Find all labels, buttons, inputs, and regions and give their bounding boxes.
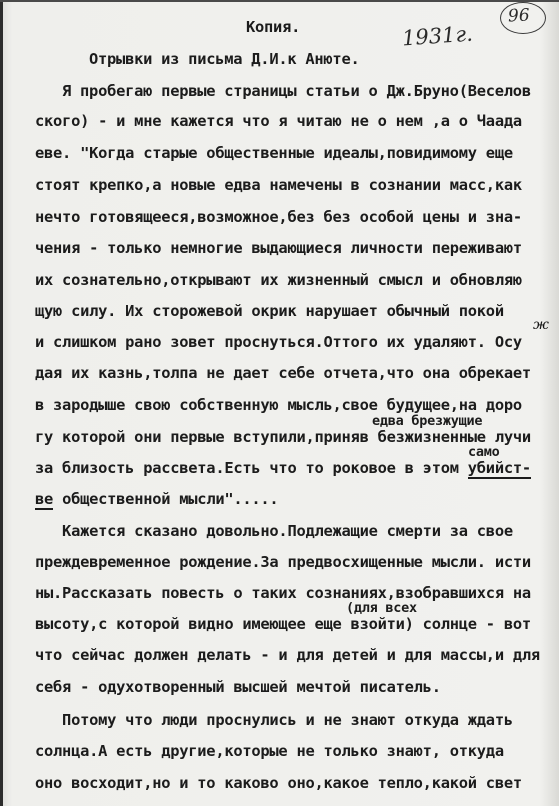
text-line: еве. "Когда старые общественные идеалы,повидимому еще xyxy=(35,144,513,162)
text-line: стоят крепко,а новые едва намечены в сознании масс,как xyxy=(35,176,522,194)
typed-insert: само xyxy=(468,444,500,460)
handwritten-insert: ж xyxy=(533,317,549,333)
text-line: солнца.А есть другие,которые не только знают, откуда xyxy=(35,742,504,760)
underlined-word: ве xyxy=(35,490,54,508)
text-line: нечто готовящееся,возможное,без без особой цены и зна- xyxy=(35,208,522,226)
text-line: в зародыше свою собственную мысль,свое будущее,на доро xyxy=(35,396,522,414)
scan-edge xyxy=(0,0,3,806)
doc-subtitle: Отрывки из письма Д.И.к Анюте. xyxy=(89,50,360,68)
text-line: ского) - и мне кажется что я читаю не о нем ,а о Чаада xyxy=(35,112,522,130)
text-line: и слишком рано зовет проснуться.Оттого их удаляют. Осу xyxy=(35,333,522,351)
text-line: Я пробегаю первые страницы статьи о Дж.Бруно(Веселов xyxy=(62,82,531,100)
text-line xyxy=(35,490,278,508)
typed-insert: едва брезжущие xyxy=(372,413,483,429)
text-line: что сейчас должен делать - и для детей и для массы,и для xyxy=(35,646,540,664)
text-line: щую силу. Их сторожевой окрик нарушает обычный покой xyxy=(35,302,504,320)
text-line: их сознательно,открывают их жизненный смысл и обновляю xyxy=(35,271,522,289)
text-line: высоту,с которой видно имеющее еще взойти) солнце - вот xyxy=(35,615,531,633)
underlined-word: убийст- xyxy=(467,459,531,477)
text-line: чения - только немногие выдающиеся личности переживают xyxy=(35,239,522,257)
text-segment: общественной мысли"..... xyxy=(53,490,279,508)
text-line: Потому что люди проснулись и не знают откуда ждать xyxy=(35,711,513,729)
doc-title: Копия. xyxy=(246,18,301,36)
text-line xyxy=(35,459,531,477)
archive-number: 96 xyxy=(507,5,531,27)
text-line: оно восходит,но и то каково оно,какое тепло,какой свет xyxy=(35,774,522,792)
text-line: дая их казнь,толпа не дает себе отчета,что она обрекает xyxy=(35,364,531,382)
scan-edge-top xyxy=(0,0,559,2)
text-line: гу которой они первые вступили,приняв безжизненные лучи xyxy=(35,428,531,446)
text-line: ны.Рассказать повесть о таких сознаниях,взобравшихся на xyxy=(35,584,531,602)
text-line: себя - одухотворенный высшей мечтой писатель. xyxy=(35,678,441,696)
text-line: Кажется сказано довольно.Подлежащие смерти за свое xyxy=(35,522,513,540)
typed-insert: (для всех xyxy=(346,600,417,616)
text-segment: за близость рассвета.Есть что то роковое в этом xyxy=(35,459,468,477)
year-note: 1931г. xyxy=(401,21,474,51)
text-line: преждевременное рождение.За предвосхищенные мысли. исти xyxy=(35,553,531,571)
